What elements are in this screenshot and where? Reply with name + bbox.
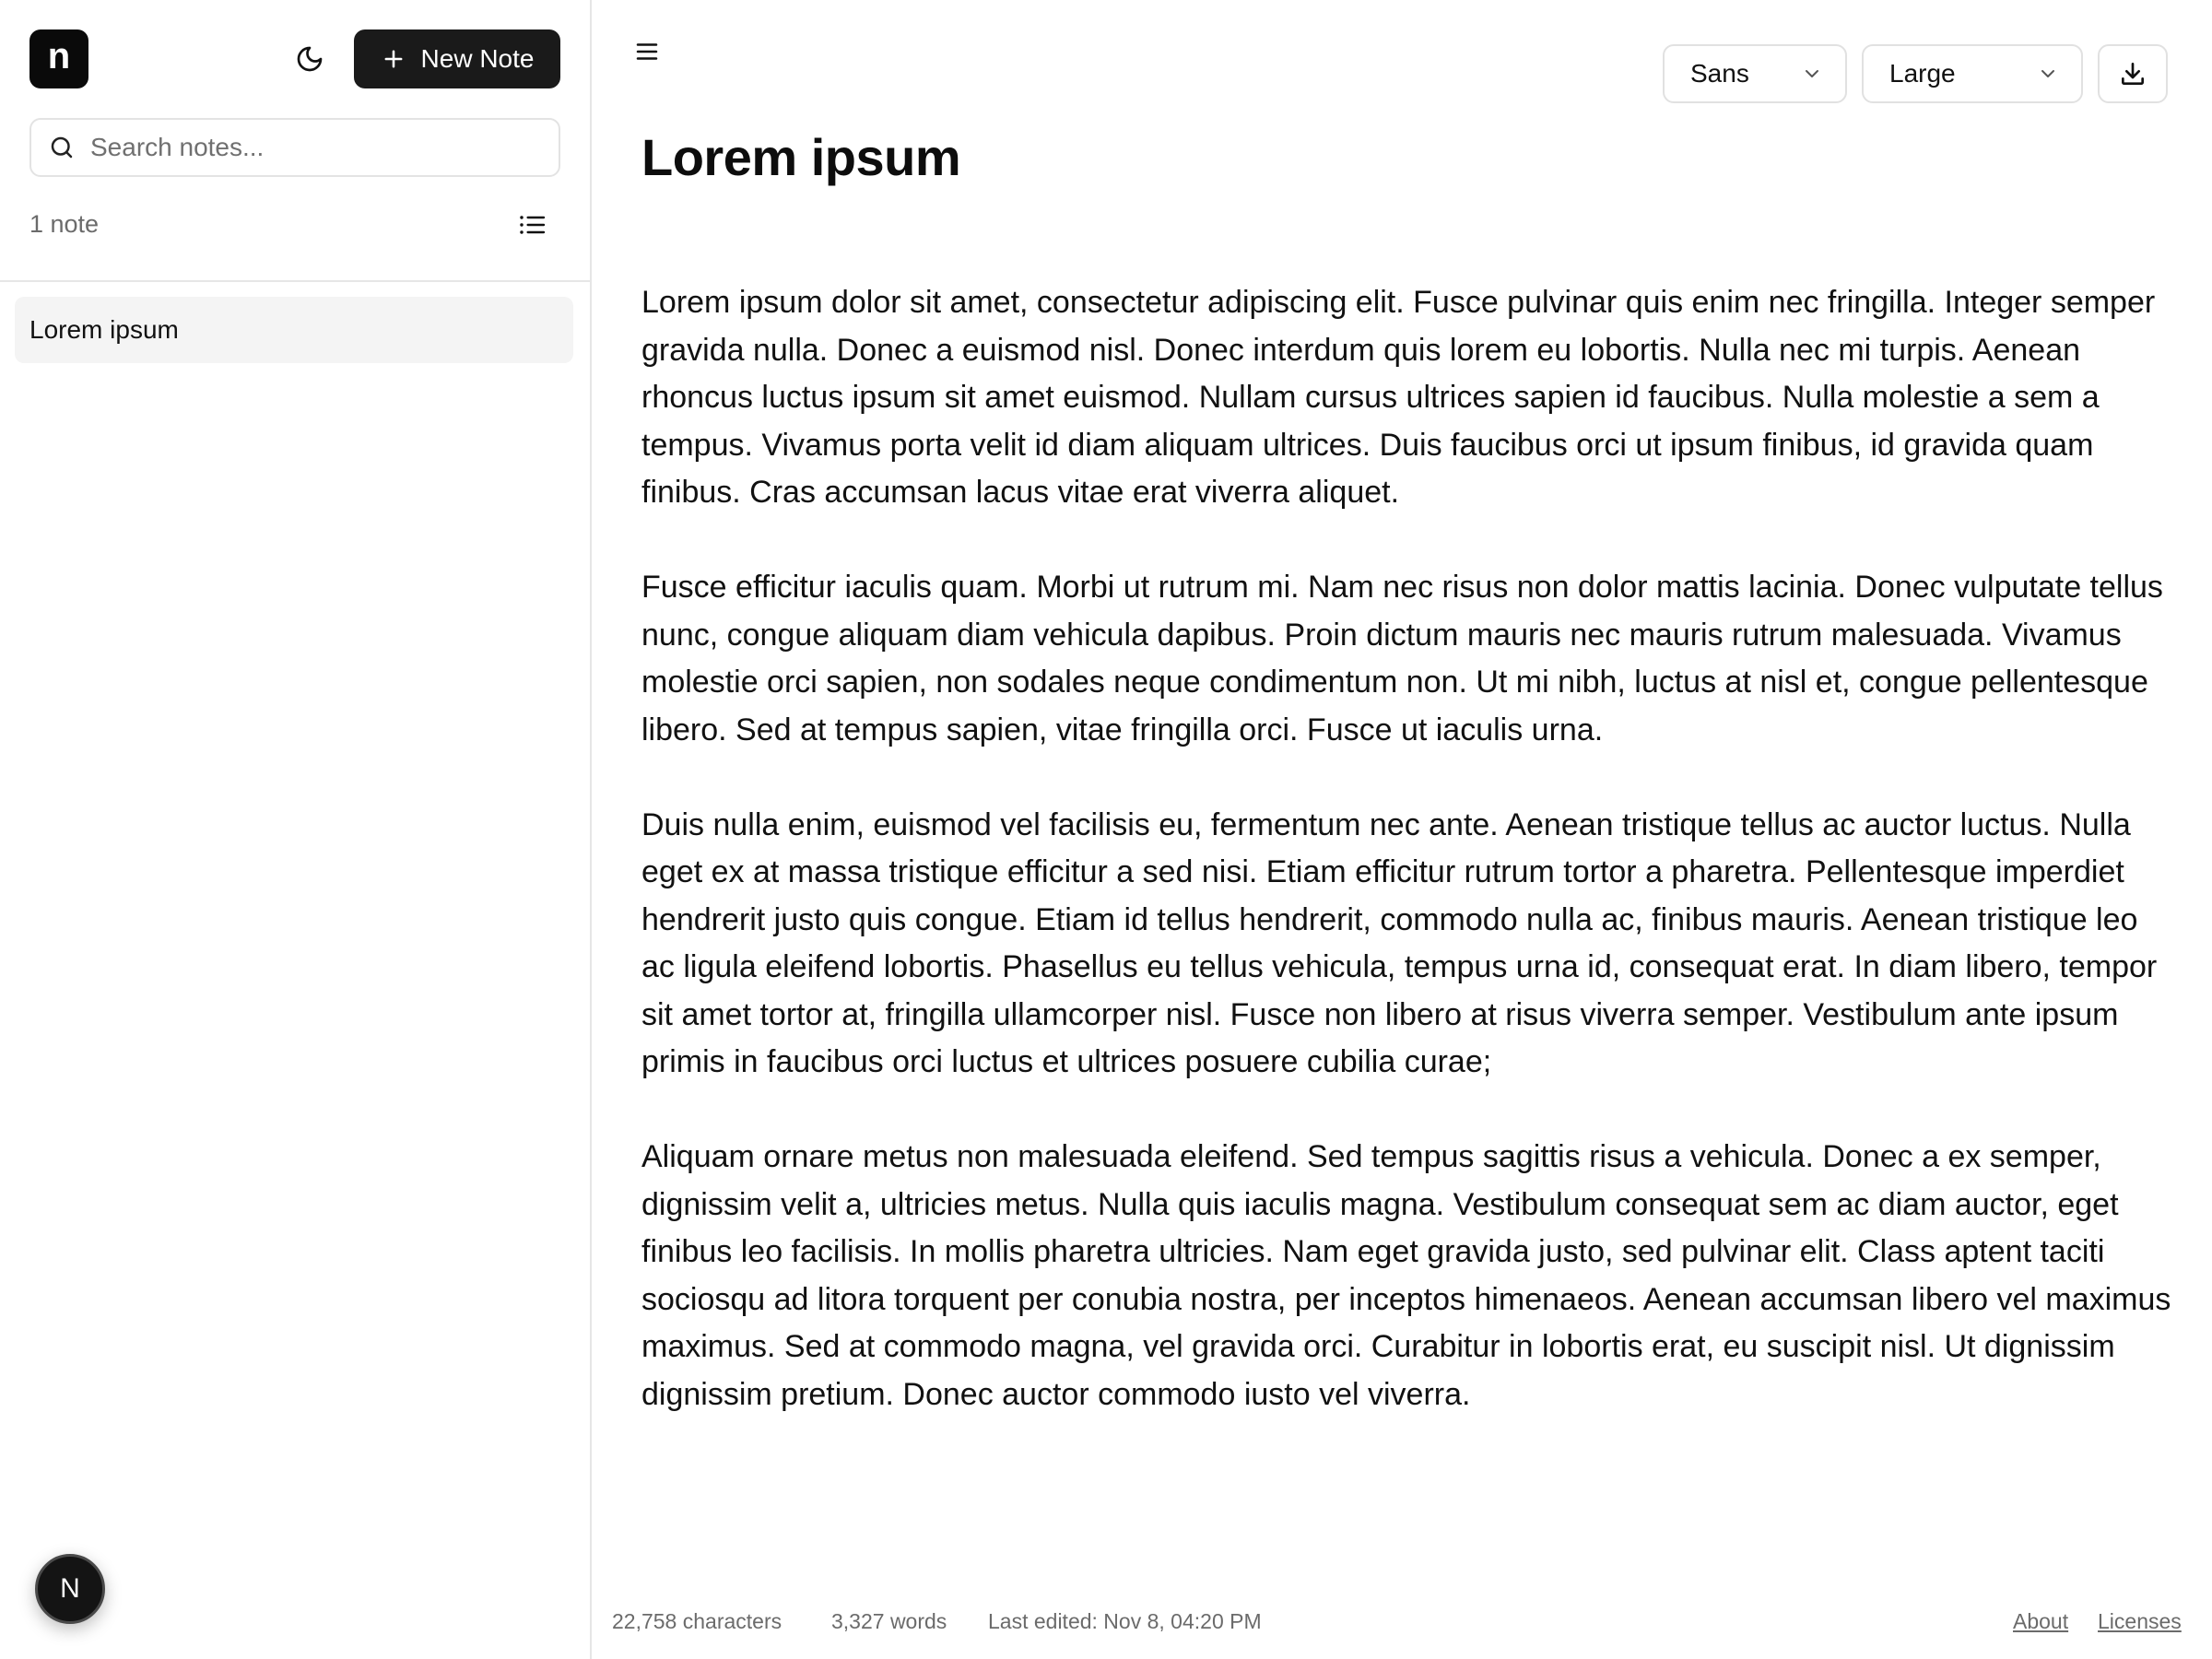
note-body-editor[interactable] [641, 279, 2171, 1466]
note-paragraph: Aliquam ornare metus non malesuada eleifend. Sed tempus sagittis risus a vehicula. Donec a ex semper, dignissim velit a, ultricies metus. Nulla quis iaculis magna. Vestibulum consequat sem ac diam auctor, eget finibus leo facilisis. In mollis pharetra ultricies. Nam eget gravida justo, sed pulvinar elit. Class aptent taciti sociosqu ad litora torquent per conubia nostra, per inceptos himenaeos. Aenean accumsan libero vel maximus maximus. Sed at commodo magna, vel gravida orci. Curabitur in lobortis erat, eu suscipit nisl. Ut dignissim dignissim pretium. Donec auctor commodo iusto vel viverra. [641, 1139, 2171, 1412]
font-family-select[interactable] [1663, 44, 1847, 103]
font-size-value: Large [1889, 59, 1956, 88]
list-icon [518, 210, 547, 240]
note-count: 1 note [29, 210, 100, 238]
plus-icon [381, 46, 406, 72]
note-list-item[interactable] [15, 297, 573, 363]
svg-text:N: N [60, 1573, 80, 1604]
last-edited: Last edited: Nov 8, 04:20 PM [988, 1609, 1262, 1633]
note-paragraph: Fusce efficitur iaculis quam. Morbi ut rutrum mi. Nam nec risus non dolor mattis lacinia. Donec vulputate tellus nunc, congue aliquam diam vehicula dapibus. Proin dictum mauris nec mauris rutrum malesuada. Vivamus molestie orci sapien, non sodales neque condimentum non. Ut mi nibh, luctus at nisl et, congue pellentesque libero. Sed at tempus sapien, vitae fringilla orci. Fusce ut iaculis urna. [641, 570, 2163, 747]
font-family-value: Sans [1690, 59, 1749, 88]
new-note-label: New Note [420, 44, 535, 73]
dev-tools-badge[interactable] [35, 1554, 105, 1624]
chevron-down-icon [1801, 63, 1823, 85]
moon-icon [295, 44, 324, 74]
search-input[interactable] [90, 133, 533, 162]
about-link[interactable]: About [2013, 1609, 2069, 1633]
note-list-item-title: Lorem ipsum [29, 315, 179, 344]
sidebar-toggle-button[interactable] [629, 33, 665, 70]
note-paragraph: Lorem ipsum dolor sit amet, consectetur adipiscing elit. Fusce pulvinar quis enim nec fringilla. Integer semper gravida nulla. Donec a euismod nisl. Donec interdum quis lorem eu lobortis. Nulla nec mi turpis. Aenean rhoncus luctus ipsum sit amet euismod. Nullam cursus ultrices sapien id faucibus. Nulla molestie a sem a tempus. Vivamus porta velit id diam aliquam ultrices. Duis faucibus orci ut ipsum finibus, id gravida quam finibus. Cras accumsan lacus vitae erat viverra aliquet. [641, 285, 2156, 510]
theme-toggle-button[interactable] [291, 41, 328, 77]
licenses-link[interactable]: Licenses [2098, 1609, 2182, 1633]
search-icon [48, 134, 76, 161]
hamburger-icon [633, 38, 661, 65]
app-logo[interactable] [29, 29, 88, 88]
editor-pane [592, 0, 2212, 1659]
character-count: 22,758 characters [612, 1609, 782, 1633]
word-count: 3,327 words [831, 1609, 947, 1633]
note-title[interactable]: Lorem ipsum [641, 128, 961, 186]
note-paragraph: Duis nulla enim, euismod vel facilisis eu, fermentum nec ante. Aenean tristique tellus ac auctor luctus. Nulla eget ex at massa tristique efficitur a sed nisi. Etiam efficitur rutrum tortor a pharetra. Pellentesque imperdiet hendrerit justo quis congue. Etiam id tellus hendrerit, commodo nulla ac, finibus mauris. Aenean tristique leo ac ligula eleifend lobortis. Phasellus eu tellus vehicula, tempus urna id, consequat erat. In diam libero, tempor sit amet tortor at, fringilla ullamcorper nisl. Fusce non libero at risus viverra semper. Vestibulum ante ipsum primis in faucibus orci luctus et ultrices posuere cubilia curae; [641, 806, 2158, 1079]
sidebar-divider [0, 280, 590, 282]
sidebar [0, 0, 592, 1659]
new-note-button[interactable] [354, 29, 560, 88]
logo-letter: n [47, 36, 71, 76]
download-icon [2118, 59, 2147, 88]
chevron-down-icon [2037, 63, 2059, 85]
download-button[interactable] [2098, 44, 2168, 103]
list-view-button[interactable] [516, 208, 549, 241]
font-size-select[interactable] [1862, 44, 2083, 103]
search-box[interactable] [29, 118, 560, 177]
status-bar [592, 1604, 2212, 1641]
n-logo-icon [52, 1571, 88, 1607]
